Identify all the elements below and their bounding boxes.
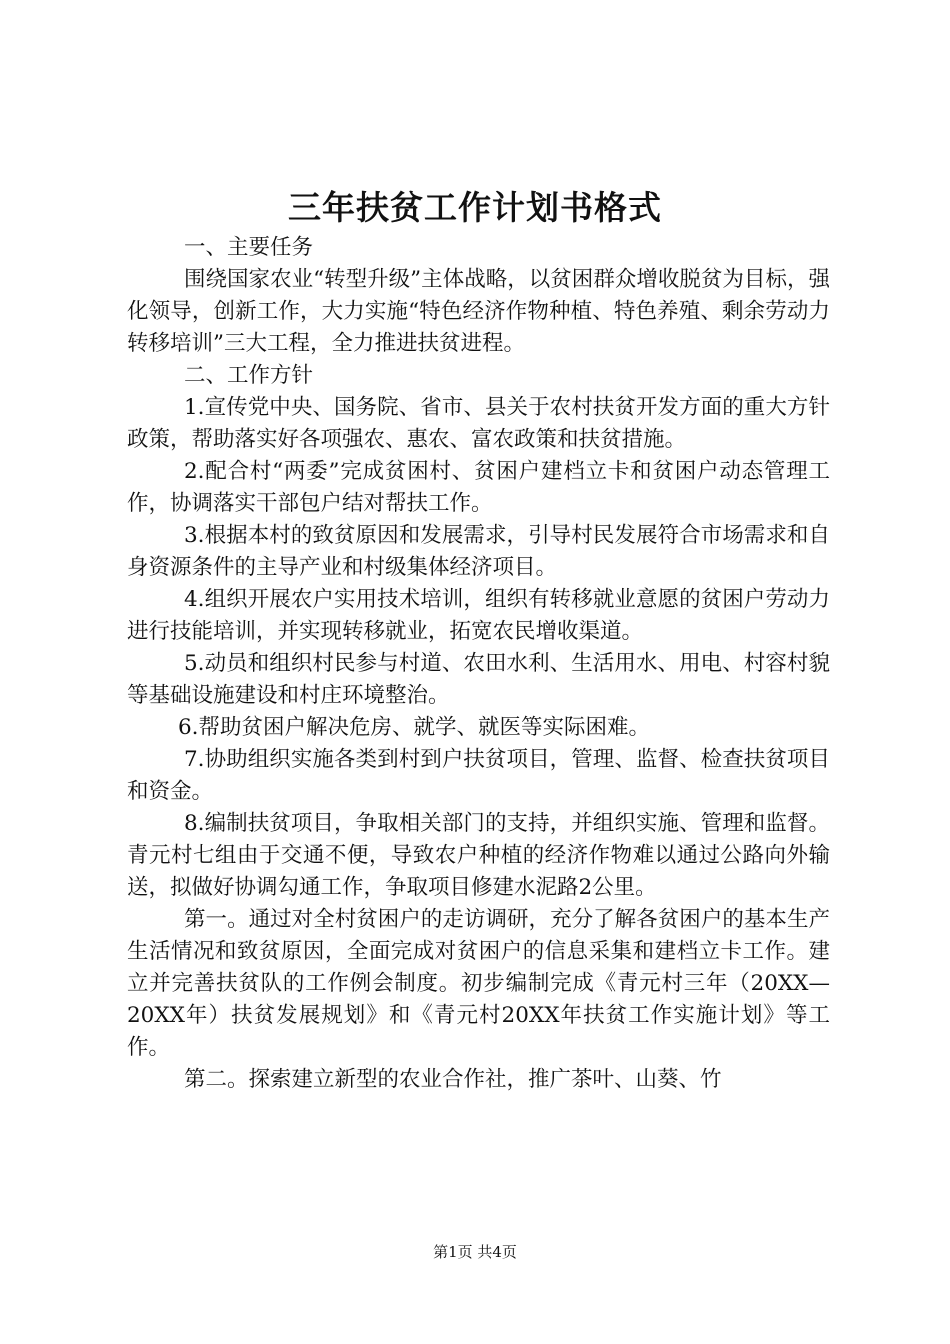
- paragraph: 4.组织开展农户实用技术培训，组织有转移就业意愿的贫困户劳动力进行技能培训，并实现转移就业，拓宽农民增收渠道。: [127, 587, 830, 644]
- paragraph: 8.编制扶贫项目，争取相关部门的支持，并组织实施、管理和监督。青元村七组由于交通不便，导致农户种植的经济作物难以通过公路向外输送，拟做好协调勾通工作，争取项目修建水泥路2公里。: [127, 811, 830, 900]
- page-footer: 第1页 共4页: [433, 1243, 517, 1261]
- section-heading: 一、主要任务: [184, 235, 314, 260]
- paragraph: 围绕国家农业“转型升级”主体战略，以贫困群众增收脱贫为目标，强化领导，创新工作，大力实施“特色经济作物种植、特色养殖、剩余劳动力转移培训”三大工程，全力推进扶贫进程。: [127, 267, 830, 356]
- paragraph: 7.协助组织实施各类到村到户扶贫项目，管理、监督、检查扶贫项目和资金。: [127, 747, 830, 804]
- paragraph: 第一。通过对全村贫困户的走访调研，充分了解各贫困户的基本生产生活情况和致贫原因，全面完成对贫困户的信息采集和建档立卡工作。建立并完善扶贫队的工作例会制度。初步编制完成《青元村三年（20XX—20XX年）扶贫发展规划》和《青元村20XX年扶贫工作实施计划》等工作。: [127, 907, 830, 1060]
- document-title: 三年扶贫工作计划书格式: [288, 188, 662, 227]
- paragraph: 1.宣传党中央、国务院、省市、县关于农村扶贫开发方面的重大方针政策，帮助落实好各项强农、惠农、富农政策和扶贫措施。: [127, 395, 830, 452]
- paragraph: 3.根据本村的致贫原因和发展需求，引导村民发展符合市场需求和自身资源条件的主导产业和村级集体经济项目。: [127, 523, 830, 580]
- paragraph: 5.动员和组织村民参与村道、农田水利、生活用水、用电、村容村貌等基础设施建设和村庄环境整治。: [127, 651, 830, 708]
- paragraph: 6.帮助贫困户解决危房、就学、就医等实际困难。: [178, 715, 651, 740]
- paragraph: 2.配合村“两委”完成贫困村、贫困户建档立卡和贫困户动态管理工作，协调落实干部包户结对帮扶工作。: [127, 459, 830, 516]
- section-heading: 二、工作方针: [184, 363, 314, 388]
- paragraph: 第二。探索建立新型的农业合作社，推广茶叶、山葵、竹: [184, 1067, 722, 1092]
- document-body: [127, 232, 830, 1096]
